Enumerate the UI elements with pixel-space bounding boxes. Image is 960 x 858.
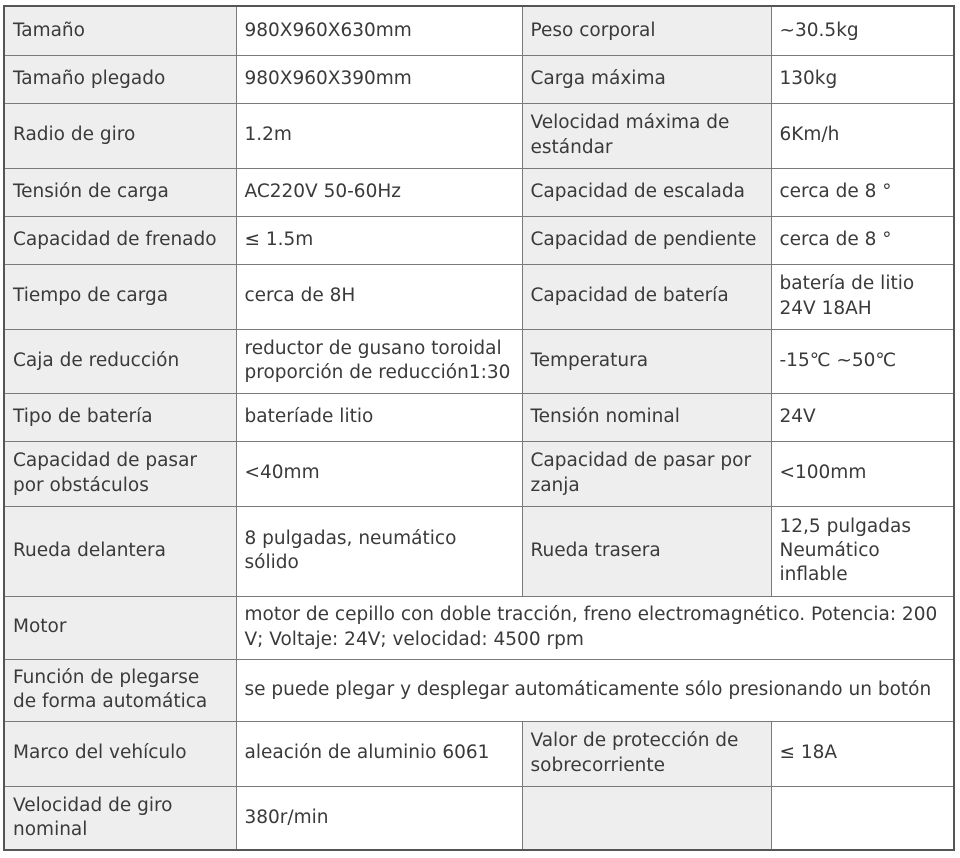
spec-label: Tensión de carga <box>4 168 236 216</box>
spec-value: 12,5 pulgadas Neumático inflable <box>771 506 954 596</box>
spec-label: Tamaño <box>4 6 236 55</box>
table-row <box>4 659 954 721</box>
spec-value: ≤ 18A <box>771 721 954 786</box>
table-row <box>4 6 954 55</box>
spec-value: AC220V 50-60Hz <box>236 168 522 216</box>
spec-value: 6Km/h <box>771 103 954 168</box>
spec-label: Tensión nominal <box>522 393 771 441</box>
table-row <box>4 168 954 216</box>
spec-value: 380r/min <box>236 786 522 850</box>
spec-value: reductor de gusano toroidal proporción de reducción1:30 <box>236 329 522 393</box>
table-row <box>4 393 954 441</box>
spec-label: Velocidad de giro nominal <box>4 786 236 850</box>
table-row <box>4 786 954 850</box>
spec-value: aleación de aluminio 6061 <box>236 721 522 786</box>
table-row <box>4 329 954 393</box>
table-row <box>4 216 954 264</box>
spec-label: Marco del vehículo <box>4 721 236 786</box>
table-row <box>4 103 954 168</box>
spec-label <box>522 786 771 850</box>
spec-value: batería de litio 24V 18AH <box>771 264 954 329</box>
spec-value: cerca de 8H <box>236 264 522 329</box>
spec-label: Rueda delantera <box>4 506 236 596</box>
spec-label: Capacidad de escalada <box>522 168 771 216</box>
spec-label: Carga máxima <box>522 55 771 103</box>
spec-value: 980X960X390mm <box>236 55 522 103</box>
table-row <box>4 441 954 506</box>
spec-value <box>771 786 954 850</box>
spec-value: motor de cepillo con doble tracción, freno electromagnético. Potencia: 200 V; Voltaje: 24V; velocidad: 4500 rpm <box>236 596 954 659</box>
spec-label: Tipo de batería <box>4 393 236 441</box>
spec-value: 1.2m <box>236 103 522 168</box>
table-row <box>4 596 954 659</box>
spec-value: -15℃ ~50℃ <box>771 329 954 393</box>
spec-value: cerca de 8 ° <box>771 168 954 216</box>
spec-label: Velocidad máxima de estándar <box>522 103 771 168</box>
table-row <box>4 55 954 103</box>
spec-label: Tamaño plegado <box>4 55 236 103</box>
spec-label: Temperatura <box>522 329 771 393</box>
spec-table <box>3 5 955 851</box>
spec-value: ~30.5kg <box>771 6 954 55</box>
spec-label: Radio de giro <box>4 103 236 168</box>
spec-value: bateríade litio <box>236 393 522 441</box>
spec-label: Caja de reducción <box>4 329 236 393</box>
spec-value: 130kg <box>771 55 954 103</box>
spec-value: cerca de 8 ° <box>771 216 954 264</box>
spec-value: ≤ 1.5m <box>236 216 522 264</box>
spec-label: Capacidad de pasar por obstáculos <box>4 441 236 506</box>
spec-label: Capacidad de pasar por zanja <box>522 441 771 506</box>
spec-value: 980X960X630mm <box>236 6 522 55</box>
spec-label: Rueda trasera <box>522 506 771 596</box>
spec-label: Peso corporal <box>522 6 771 55</box>
spec-label: Capacidad de pendiente <box>522 216 771 264</box>
spec-value: 8 pulgadas, neumático sólido <box>236 506 522 596</box>
spec-label: Función de plegarse de forma automática <box>4 659 236 721</box>
spec-value: <100mm <box>771 441 954 506</box>
table-row <box>4 721 954 786</box>
spec-value: se puede plegar y desplegar automáticamente sólo presionando un botón <box>236 659 954 721</box>
spec-label: Valor de protección de sobrecorriente <box>522 721 771 786</box>
spec-label: Capacidad de frenado <box>4 216 236 264</box>
spec-label: Tiempo de carga <box>4 264 236 329</box>
table-row <box>4 506 954 596</box>
spec-label: Capacidad de batería <box>522 264 771 329</box>
spec-label: Motor <box>4 596 236 659</box>
spec-value: 24V <box>771 393 954 441</box>
table-row <box>4 264 954 329</box>
spec-value: <40mm <box>236 441 522 506</box>
